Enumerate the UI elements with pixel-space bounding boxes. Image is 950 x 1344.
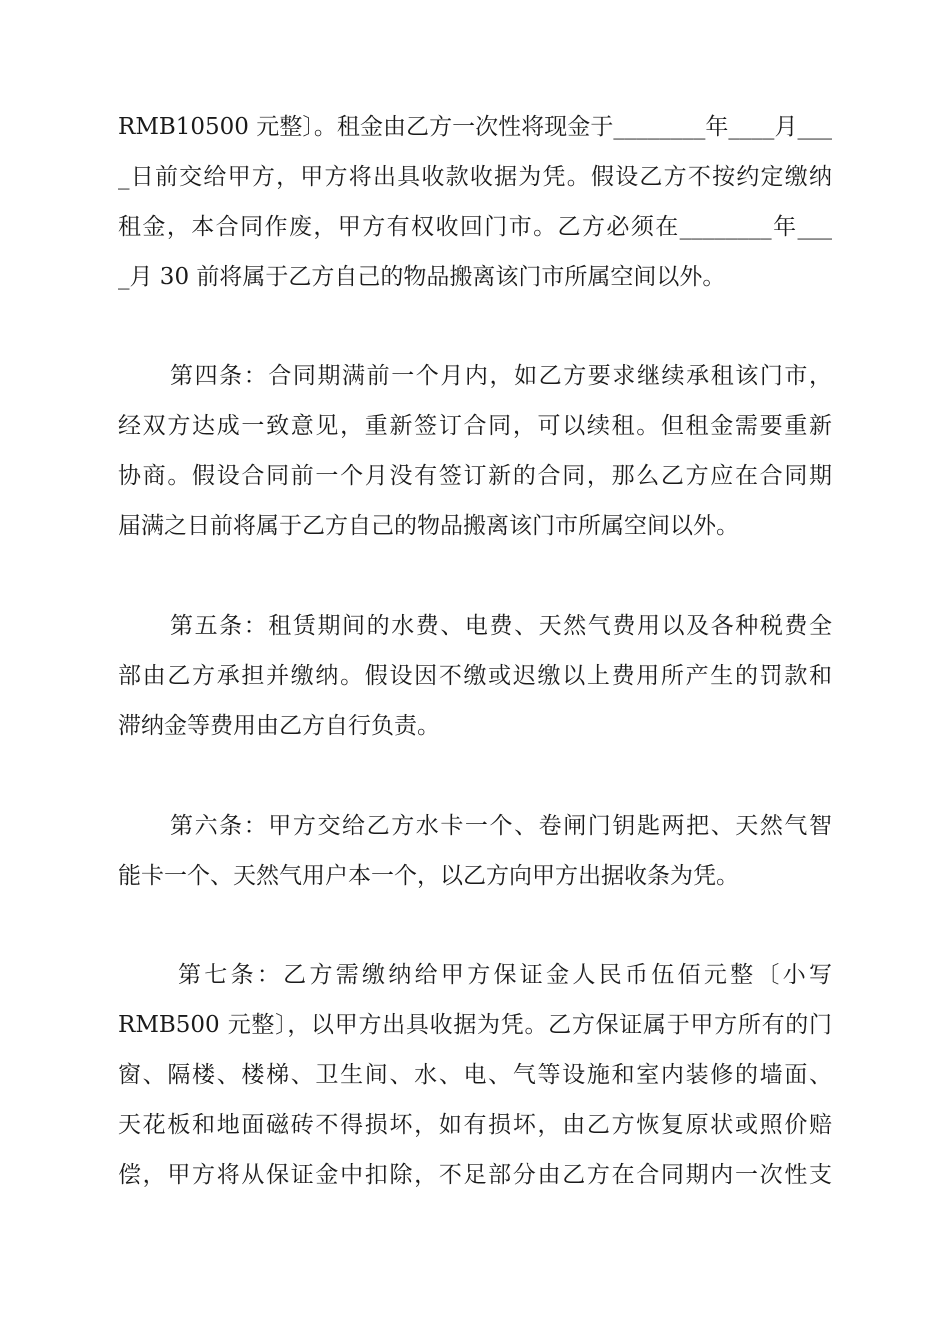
article-6-heading-line: 第六条：甲方交给乙方水卡一个、卷闸门钥匙两把、天然气智 xyxy=(170,813,832,839)
text-line: 窗、隔楼、楼梯、卫生间、水、电、气等设施和室内装修的墙面、 xyxy=(118,1062,832,1088)
text-line: 届满之日前将属于乙方自己的物品搬离该门市所属空间以外。 xyxy=(118,513,739,539)
text-line: 天花板和地面磁砖不得损坏，如有损坏，由乙方恢复原状或照价赔 xyxy=(118,1112,832,1138)
article-5-heading-line: 第五条：租赁期间的水费、电费、天然气费用以及各种税费全 xyxy=(170,613,832,639)
article-7-heading-line: 第七条：乙方需缴纳给甲方保证金人民币伍佰元整〔小写 xyxy=(178,962,832,988)
text-line: _月 30 前将属于乙方自己的物品搬离该门市所属空间以外。 xyxy=(118,264,726,290)
text-line: 滞纳金等费用由乙方自行负责。 xyxy=(118,713,440,739)
text-line: 部由乙方承担并缴纳。假设因不缴或迟缴以上费用所产生的罚款和 xyxy=(118,663,832,689)
text-line: RMB500 元整〕，以甲方出具收据为凭。乙方保证属于甲方所有的门 xyxy=(118,1012,832,1038)
article-4-heading-line: 第四条：合同期满前一个月内，如乙方要求继续承租该门市， xyxy=(170,363,832,389)
text-line: 经双方达成一致意见，重新签订合同，可以续租。但租金需要重新 xyxy=(118,413,832,439)
text-line: 能卡一个、天然气用户本一个，以乙方向甲方出据收条为凭。 xyxy=(118,863,739,889)
text-line: 偿，甲方将从保证金中扣除，不足部分由乙方在合同期内一次性支 xyxy=(118,1162,832,1188)
text-line: RMB10500 元整〕。租金由乙方一次性将现金于________年____月___ xyxy=(118,114,832,140)
text-line: 租金，本合同作废，甲方有权收回门市。乙方必须在________年___ xyxy=(118,214,832,240)
text-line: 协商。假设合同前一个月没有签订新的合同，那么乙方应在合同期 xyxy=(118,463,832,489)
text-line: _日前交给甲方，甲方将出具收款收据为凭。假设乙方不按约定缴纳 xyxy=(118,164,832,190)
